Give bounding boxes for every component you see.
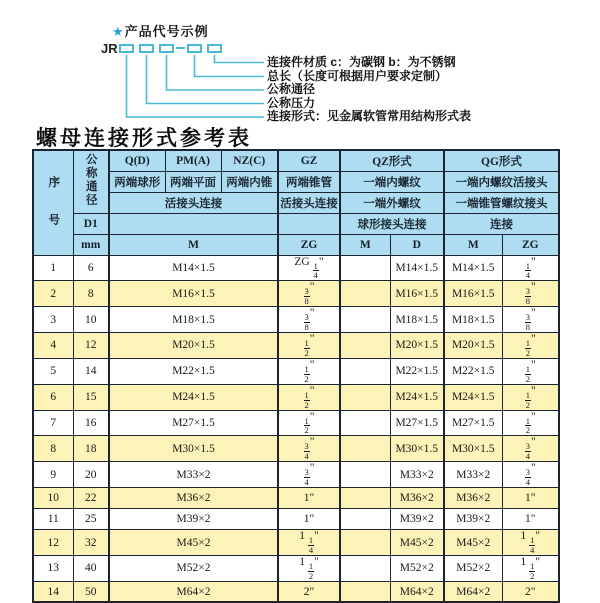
cell-qg-zg: $\frac{1}{2}$ " — [502, 410, 559, 436]
cell-qg-m: M36×2 — [444, 488, 502, 509]
header-qg-unit-m: M — [444, 234, 502, 255]
table-body — [33, 255, 559, 602]
cell-qz-m — [340, 581, 390, 602]
header-union-connection: 活接头连接 — [109, 192, 278, 213]
header-pm-code: PM(A) — [165, 150, 221, 171]
cell-qg-m: M27×1.5 — [444, 410, 502, 436]
cell-qg-zg: $\frac{3}{4}$ " — [502, 436, 559, 462]
cell-qg-zg: $\frac{3}{8}$ " — [502, 281, 559, 307]
cell-m: M64×2 — [109, 581, 278, 602]
cell-qg-zg: 1 $\frac{1}{2}$ " — [502, 555, 559, 581]
table-row — [33, 358, 559, 384]
table-row — [33, 255, 559, 281]
header-empty-qpmnz — [109, 213, 278, 234]
code-dash — [176, 47, 185, 49]
table-row — [33, 384, 559, 410]
cell-m: M18×1.5 — [109, 307, 278, 333]
cell-qz-d: M52×2 — [390, 555, 444, 581]
table-row — [33, 581, 559, 602]
cell-no: 7 — [33, 410, 73, 436]
cell-qg-zg: $\frac{1}{2}$ " — [502, 358, 559, 384]
cell-no: 9 — [33, 462, 73, 488]
cell-qg-m: M14×1.5 — [444, 255, 502, 281]
header-qz-unit-m: M — [340, 234, 390, 255]
table-row — [33, 509, 559, 530]
header-q-code: Q(D) — [109, 150, 165, 171]
cell-dn: 14 — [73, 358, 109, 384]
cell-qz-m — [340, 436, 390, 462]
nut-connection-reference-table — [32, 149, 560, 603]
cell-qz-m — [340, 509, 390, 530]
header-qz-connection: 球形接头连接 — [340, 213, 444, 234]
header-serial: 序号 — [33, 150, 73, 255]
cell-m: M14×1.5 — [109, 255, 278, 281]
cell-m: M45×2 — [109, 530, 278, 556]
cell-qz-d: M16×1.5 — [390, 281, 444, 307]
header-gz-desc: 两端锥管 — [278, 171, 340, 192]
cell-m: M33×2 — [109, 462, 278, 488]
cell-qg-m: M52×2 — [444, 555, 502, 581]
cell-dn: 25 — [73, 509, 109, 530]
cell-qg-m: M20×1.5 — [444, 333, 502, 359]
cell-no: 13 — [33, 555, 73, 581]
cell-qz-m — [340, 255, 390, 281]
cell-m: M39×2 — [109, 509, 278, 530]
cell-qg-zg: $\frac{3}{8}$ " — [502, 307, 559, 333]
table-title: 螺母连接形式参考表 — [36, 125, 252, 150]
cell-qz-m — [340, 333, 390, 359]
header-unit-m: M — [109, 234, 278, 255]
cell-zg: $\frac{1}{2}$ " — [278, 384, 340, 410]
cell-dn: 15 — [73, 384, 109, 410]
code-box-5 — [207, 44, 222, 53]
header-q-desc: 两端球形 — [109, 171, 165, 192]
cell-m: M27×1.5 — [109, 410, 278, 436]
cell-dn: 8 — [73, 281, 109, 307]
star-icon: ★ — [112, 24, 125, 39]
cell-qz-m — [340, 488, 390, 509]
cell-dn: 20 — [73, 462, 109, 488]
header-qg-connection: 连接 — [444, 213, 559, 234]
legend-nominal-pressure: 公称压力 — [267, 95, 316, 110]
header-qz-unit-d: D — [390, 234, 444, 255]
cell-qg-m: M64×2 — [444, 581, 502, 602]
cell-qz-m — [340, 281, 390, 307]
cell-qz-d: M30×1.5 — [390, 436, 444, 462]
cell-dn: 12 — [73, 333, 109, 359]
cell-dn: 18 — [73, 436, 109, 462]
cell-dn: 10 — [73, 307, 109, 333]
cell-zg: 2" — [278, 581, 340, 602]
product-code-example-title — [112, 21, 209, 40]
cell-qz-d: M64×2 — [390, 581, 444, 602]
cell-zg: 1 $\frac{1}{2}$ " — [278, 555, 340, 581]
header-qg-desc1: 一端内螺纹活接头 — [444, 171, 559, 192]
header-empty-gz — [278, 213, 340, 234]
header-d1: D1 — [73, 213, 109, 234]
cell-qz-m — [340, 555, 390, 581]
cell-no: 2 — [33, 281, 73, 307]
cell-m: M20×1.5 — [109, 333, 278, 359]
cell-qg-m: M18×1.5 — [444, 307, 502, 333]
cell-dn: 22 — [73, 488, 109, 509]
cell-no: 14 — [33, 581, 73, 602]
header-qg-unit-zg: ZG — [502, 234, 559, 255]
cell-qz-d: M45×2 — [390, 530, 444, 556]
cell-qz-d: M36×2 — [390, 488, 444, 509]
cell-zg: $\frac{1}{2}$ " — [278, 333, 340, 359]
table-row — [33, 281, 559, 307]
cell-qz-d: M14×1.5 — [390, 255, 444, 281]
cell-qg-zg: $\frac{1}{4}$ " — [502, 255, 559, 281]
cell-qg-zg: 1" — [502, 488, 559, 509]
code-legend — [267, 56, 471, 124]
cell-dn: 40 — [73, 555, 109, 581]
header-unit-zg: ZG — [278, 234, 340, 255]
cell-no: 10 — [33, 488, 73, 509]
cell-m: M16×1.5 — [109, 281, 278, 307]
legend-nominal-diameter: 公称通径 — [267, 82, 316, 96]
cell-zg: $\frac{3}{4}$ " — [278, 462, 340, 488]
code-box-2 — [139, 44, 154, 53]
header-nominal-diameter: 公称通径 — [73, 150, 109, 213]
header-pm-desc: 两端平面 — [165, 171, 221, 192]
header-qz-desc2: 一端外螺纹 — [340, 192, 444, 213]
header-gz-connection: 活接头连接 — [278, 192, 340, 213]
cell-dn: 6 — [73, 255, 109, 281]
cell-qz-d: M20×1.5 — [390, 333, 444, 359]
code-box-1 — [119, 44, 134, 53]
cell-qz-d: M33×2 — [390, 462, 444, 488]
table-row — [33, 555, 559, 581]
cell-dn: 32 — [73, 530, 109, 556]
header-qg-desc2: 一端锥管螺纹接头 — [444, 192, 559, 213]
cell-no: 6 — [33, 384, 73, 410]
code-prefix: JR — [101, 41, 118, 56]
cell-no: 1 — [33, 255, 73, 281]
cell-zg: 1" — [278, 488, 340, 509]
cell-qg-m: M30×1.5 — [444, 436, 502, 462]
cell-qg-m: M24×1.5 — [444, 384, 502, 410]
cell-qz-d: M39×2 — [390, 509, 444, 530]
cell-no: 12 — [33, 530, 73, 556]
cell-zg: ZG $\frac{1}{4}$ " — [278, 255, 340, 281]
cell-m: M30×1.5 — [109, 436, 278, 462]
cell-no: 11 — [33, 509, 73, 530]
cell-qz-d: M18×1.5 — [390, 307, 444, 333]
table-row — [33, 410, 559, 436]
cell-m: M24×1.5 — [109, 384, 278, 410]
cell-qz-m — [340, 358, 390, 384]
cell-zg: $\frac{3}{8}$ " — [278, 307, 340, 333]
table-row — [33, 462, 559, 488]
cell-no: 4 — [33, 333, 73, 359]
cell-qg-m: M45×2 — [444, 530, 502, 556]
header-nz-desc: 两端内锥 — [221, 171, 278, 192]
legend-material: 连接件材质 c：为碳钢 b：为不锈钢 — [267, 55, 456, 69]
cell-qz-d: M22×1.5 — [390, 358, 444, 384]
cell-qg-m: M39×2 — [444, 509, 502, 530]
cell-m: M22×1.5 — [109, 358, 278, 384]
cell-no: 8 — [33, 436, 73, 462]
cell-zg: 1 $\frac{1}{4}$ " — [278, 530, 340, 556]
cell-qg-zg: $\frac{3}{4}$ " — [502, 462, 559, 488]
cell-no: 5 — [33, 358, 73, 384]
cell-qg-zg: $\frac{1}{2}$ " — [502, 384, 559, 410]
cell-qg-zg: 2" — [502, 581, 559, 602]
header-gz-code: GZ — [278, 150, 340, 171]
cell-qg-m: M16×1.5 — [444, 281, 502, 307]
table-row — [33, 488, 559, 509]
cell-no: 3 — [33, 307, 73, 333]
header-qz-code: QZ形式 — [340, 150, 444, 171]
cell-qg-zg: $\frac{1}{2}$ " — [502, 333, 559, 359]
cell-zg: $\frac{3}{4}$ " — [278, 436, 340, 462]
header-qg-code: QG形式 — [444, 150, 559, 171]
legend-total-length: 总长（长度可根据用户要求定制） — [267, 68, 448, 83]
cell-qz-m — [340, 462, 390, 488]
cell-qz-m — [340, 530, 390, 556]
cell-qz-m — [340, 384, 390, 410]
header-qz-desc1: 一端内螺纹 — [340, 171, 444, 192]
cell-zg: 1" — [278, 509, 340, 530]
table-row — [33, 436, 559, 462]
header-mm: mm — [73, 234, 109, 255]
cell-qz-m — [340, 410, 390, 436]
cell-m: M36×2 — [109, 488, 278, 509]
code-box-4 — [187, 44, 202, 53]
table-row — [33, 333, 559, 359]
cell-qz-d: M27×1.5 — [390, 410, 444, 436]
table-row — [33, 530, 559, 556]
cell-qg-m: M22×1.5 — [444, 358, 502, 384]
product-code-example-text: 产品代号示例 — [124, 24, 209, 39]
table-row — [33, 307, 559, 333]
table-header — [33, 150, 559, 255]
cell-qz-m — [340, 307, 390, 333]
cell-dn: 16 — [73, 410, 109, 436]
cell-zg: $\frac{1}{2}$ " — [278, 358, 340, 384]
cell-zg: $\frac{1}{2}$ " — [278, 410, 340, 436]
cell-qz-d: M24×1.5 — [390, 384, 444, 410]
cell-dn: 50 — [73, 581, 109, 602]
cell-zg: $\frac{3}{8}$ " — [278, 281, 340, 307]
code-box-3 — [159, 44, 174, 53]
header-nz-code: NZ(C) — [221, 150, 278, 171]
legend-connection-type: 连接形式：见金属软管常用结构形式表 — [267, 109, 472, 123]
cell-qg-zg: 1" — [502, 509, 559, 530]
cell-m: M52×2 — [109, 555, 278, 581]
cell-qg-zg: 1 $\frac{1}{4}$ " — [502, 530, 559, 556]
cell-qg-m: M33×2 — [444, 462, 502, 488]
